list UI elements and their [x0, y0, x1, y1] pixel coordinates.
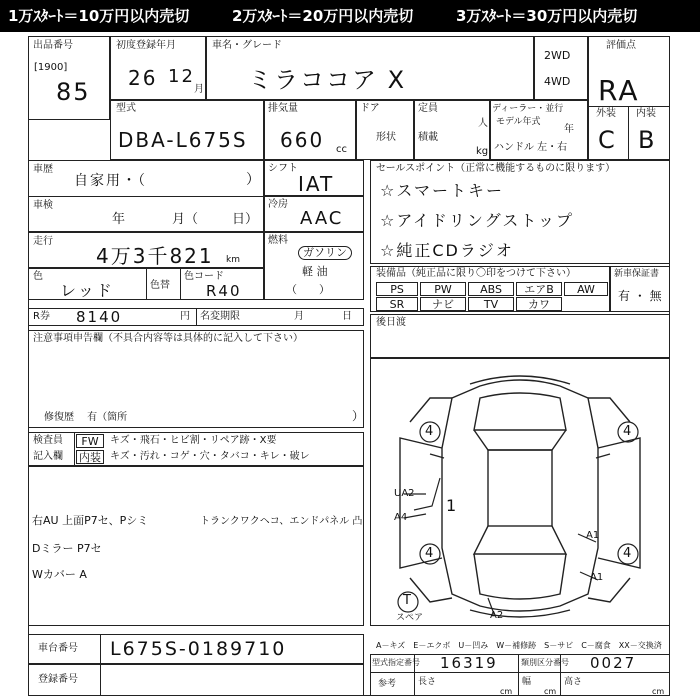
type-info-divider	[370, 672, 670, 673]
mileage-value: 4万3千821	[96, 244, 214, 268]
wheel-fr-mark: 4	[623, 424, 632, 439]
displacement-label: 排気量	[268, 103, 298, 114]
banner-rule-1: 1万ｽﾀｰﾄ＝10万円以内売切	[8, 7, 190, 25]
color-split-2	[180, 268, 181, 300]
inspector-note-2: Dミラー P7セ	[32, 542, 102, 555]
type-info-split-2	[518, 654, 519, 696]
mileage-label: 走行	[33, 236, 53, 247]
category-value: 0027	[590, 654, 637, 672]
auction-banner	[0, 0, 700, 32]
dmg-a4: A4	[394, 512, 408, 523]
int-label: 内装	[636, 108, 656, 119]
doors-label: ドア	[360, 103, 380, 114]
car-name-label: 車名・グレード	[212, 40, 282, 51]
car-name-value: ミラココア X	[248, 66, 407, 94]
equip-abs: ABS	[468, 282, 514, 296]
inspector-note-1b: トランクワクヘコ、エンドパネル 凸	[200, 516, 363, 527]
chassis-value: L675S-0189710	[110, 638, 287, 660]
height-unit: cm	[652, 687, 665, 696]
inspector-note-1: 右AU 上面P7セ、Pシミ	[32, 514, 149, 527]
usage-label: 車歴	[33, 164, 53, 175]
dmg-ua2: UA2	[394, 488, 415, 499]
int-tag: 内装	[76, 450, 104, 464]
length-unit: cm	[500, 687, 513, 696]
rsuki-split	[196, 308, 197, 326]
lot-number: 85	[56, 78, 91, 106]
category-label: 類別区分番号	[521, 658, 569, 667]
grade-value: RA	[598, 74, 640, 107]
inspection-day: 日）	[232, 212, 259, 227]
drive-box	[534, 36, 588, 100]
repair-label: 修復歴 有（箇所	[44, 412, 128, 423]
displacement-unit: cc	[336, 144, 347, 155]
approval-label: 型式指定番号	[372, 658, 420, 667]
meigi-day: 日	[342, 311, 352, 322]
color-split	[146, 268, 147, 300]
color-value: レッド	[60, 281, 114, 300]
fuel-label: 燃料	[268, 235, 288, 246]
checks-label-1: 検査員	[33, 435, 63, 446]
notes-label: 注意事項申告欄（不具合内容等は具体的に記入して下さい）	[33, 333, 303, 344]
sales-label: セールスポイント（正常に機能するものに限ります）	[376, 163, 616, 174]
model-year-unit: 年	[564, 124, 574, 135]
dmg-1: 1	[446, 496, 457, 515]
rsuki-unit: 円	[180, 311, 190, 322]
inspection-year: 年	[112, 212, 126, 227]
load-unit: kg	[476, 146, 489, 157]
first-reg-year: 26	[128, 66, 158, 90]
fuel-other: （ ）	[286, 283, 330, 296]
repair-close: ）	[352, 409, 365, 423]
fuel-gasoline: ガソリン	[298, 246, 352, 260]
usage-divider	[28, 196, 264, 197]
after-box	[370, 314, 670, 358]
color-code-value: R40	[206, 282, 242, 300]
ac-label: 冷房	[268, 199, 288, 210]
chassis-label: 車台番号	[38, 643, 78, 654]
sales-item-1: ☆スマートキー	[380, 181, 505, 200]
approval-value: 16319	[440, 654, 498, 672]
height-label: 高さ	[564, 677, 583, 687]
checks-label-2: 記入欄	[33, 451, 63, 462]
first-reg-month: 12	[168, 66, 195, 87]
equip-sr: SR	[376, 297, 418, 311]
first-reg-unit: 月	[194, 84, 204, 95]
ext-grade: C	[598, 126, 617, 154]
capacity-label: 定員	[418, 103, 438, 114]
wheel-rl-mark: 4	[425, 546, 434, 561]
grade-split	[628, 106, 629, 160]
usage-close: ）	[246, 172, 260, 188]
drive-4wd: 4WD	[544, 75, 571, 88]
fw-tag: FW	[76, 434, 104, 448]
ext-label: 外装	[596, 108, 616, 119]
rsuki-label: R券	[33, 311, 50, 322]
spare-label: スペア	[396, 613, 424, 623]
equip-airbag: エアB	[516, 282, 562, 296]
first-reg-label: 初度登録年月	[116, 40, 176, 51]
displacement-value: 660	[280, 128, 325, 152]
shape-label: 形状	[376, 132, 396, 143]
equip-ps: PS	[376, 282, 418, 296]
shift-value: IAT	[298, 172, 335, 196]
model-value: DBA-L675S	[118, 128, 248, 152]
inspector-note-3: Wカバー A	[32, 568, 87, 581]
lot-code: [1900]	[34, 62, 68, 73]
spare-mark: T	[403, 593, 411, 608]
ref-label: 参考	[378, 679, 397, 689]
damage-legend: A－キズ E－エクボ U－凹み W－補修跡 S－サビ C－腐食 XX－交換済	[376, 641, 662, 650]
load-label: 積載	[418, 132, 438, 143]
checks-split	[74, 432, 75, 466]
rsuki-value: 8140	[76, 308, 123, 326]
width-unit: cm	[544, 687, 557, 696]
int-text: キズ・汚れ・コゲ・穴・タバコ・キレ・破レ	[110, 451, 310, 462]
equip-tv: TV	[468, 297, 514, 311]
meigi-month: 月	[294, 311, 304, 322]
grade-label: 評価点	[606, 40, 636, 51]
grade-divider	[588, 106, 670, 107]
color-change-label: 色替	[150, 280, 170, 291]
equip-leather: カワ	[516, 297, 562, 311]
wheel-fl-mark: 4	[425, 424, 434, 439]
color-code-label: 色コード	[184, 271, 224, 282]
plate-box	[28, 664, 364, 696]
drive-2wd: 2WD	[544, 49, 571, 62]
length-label: 長さ	[418, 677, 437, 687]
sales-item-2: ☆アイドリングストップ	[380, 211, 574, 230]
handle-label: ハンドル 左・右	[494, 142, 568, 153]
dmg-a1-1: A1	[586, 530, 600, 541]
inspection-month: 月（	[172, 212, 199, 227]
int-grade: B	[638, 126, 657, 154]
inspection-label: 車検	[33, 200, 53, 211]
capacity-unit: 人	[478, 118, 488, 129]
warranty-label: 新車保証書	[614, 269, 660, 279]
dealer-label: ディーラー・並行	[492, 104, 564, 114]
fuel-diesel: 軽 油	[302, 265, 328, 278]
model-label: 型式	[116, 103, 136, 114]
usage-value: 自家用・（	[74, 173, 147, 189]
warranty-value: 有 ・ 無	[618, 289, 662, 303]
color-label: 色	[33, 271, 43, 282]
equip-aw: AW	[564, 282, 608, 296]
ac-value: AAC	[300, 208, 344, 229]
car-diagram	[370, 358, 670, 626]
sales-item-3: ☆純正CDラジオ	[380, 241, 514, 260]
equip-navi: ナビ	[420, 297, 466, 311]
dmg-a1-2: A1	[590, 572, 604, 583]
width-label: 幅	[522, 677, 532, 687]
lot-label: 出品番号	[33, 40, 73, 51]
shift-label: シフト	[268, 163, 298, 174]
plate-label: 登録番号	[38, 674, 78, 685]
banner-rule-3: 3万ｽﾀｰﾄ＝30万円以内売切	[456, 7, 638, 25]
wheel-rr-mark: 4	[623, 546, 632, 561]
fw-text: キズ・飛石・ヒビ割・リペア跡・X要	[110, 435, 277, 446]
model-year-label: モデル年式	[496, 117, 541, 127]
equip-pw: PW	[420, 282, 466, 296]
equipment-label: 装備品（純正品に限り〇印をつけて下さい）	[376, 268, 576, 279]
banner-rule-2: 2万ｽﾀｰﾄ＝20万円以内売切	[232, 7, 414, 25]
after-label: 後日渡	[376, 317, 406, 328]
meigi-label: 名変期限	[200, 311, 240, 322]
dmg-a2: A2	[490, 610, 504, 621]
leader-line-a4	[404, 514, 426, 518]
mileage-unit: km	[226, 255, 240, 265]
